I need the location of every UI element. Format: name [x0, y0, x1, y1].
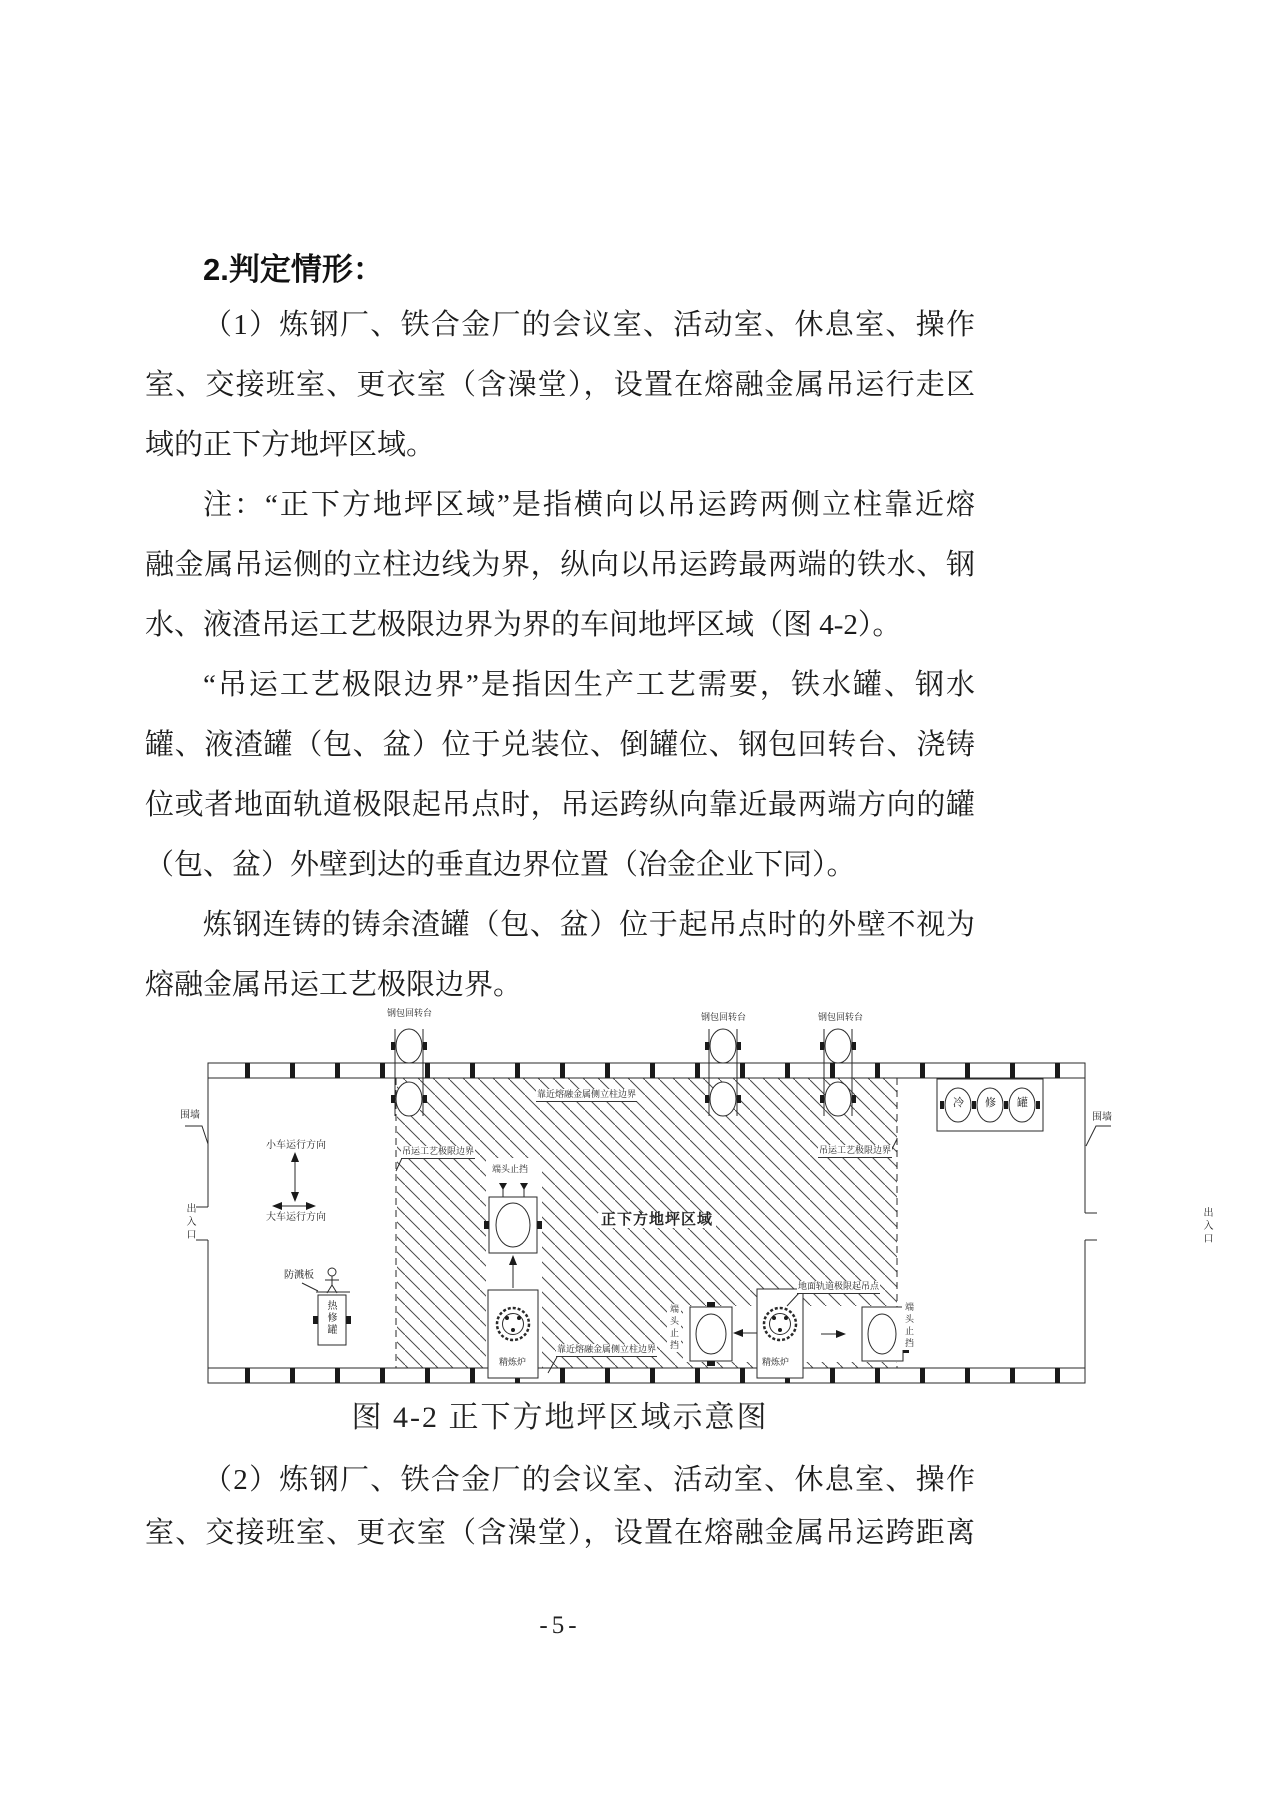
floor-area-label: 正下方地坪区域: [598, 1213, 716, 1228]
trolley-direction-label: 小车运行方向: [266, 1140, 326, 1151]
section-heading: 2.判定情形：: [203, 252, 384, 287]
body-line: （包、盆）外壁到达的垂直边界位置（冶金企业下同）。: [145, 849, 856, 881]
splash-guard-label: 防溅板: [284, 1270, 314, 1281]
worker-figure: [328, 1268, 336, 1276]
floor-plan-figure: [170, 1000, 1230, 1400]
process-limit-label: 吊运工艺极限边界: [818, 1145, 892, 1158]
body-line: 域的正下方地坪区域。: [145, 429, 436, 461]
figure-caption: 图 4-2 正下方地坪区域示意图: [351, 1401, 769, 1434]
refining-furnace-label: 精炼炉: [762, 1357, 790, 1367]
ladle-turret-label: 钢包回转台: [387, 1008, 433, 1018]
body-line: 室、交接班室、更衣室（含澡堂），设置在熔融金属吊运行走区: [145, 369, 975, 401]
body-line: （1）炼钢厂、铁合金厂的会议室、活动室、休息室、操作: [203, 309, 975, 341]
body-line: 位或者地面轨道极限起吊点时，吊运跨纵向靠近最两端方向的罐: [145, 789, 975, 821]
repair-char: 修: [985, 1097, 996, 1109]
process-limit-label: 吊运工艺极限边界: [401, 1146, 475, 1159]
body-line: 融金属吊运侧的立柱边线为界，纵向以吊运跨最两端的铁水、钢: [145, 549, 975, 581]
crane-direction-arrow: [272, 1202, 316, 1210]
right-wall: [1085, 1063, 1097, 1383]
body-line: 水、液渣吊运工艺极限边界为界的车间地坪区域（图 4-2）。: [145, 609, 902, 641]
end-stop-label: 端头止挡: [904, 1302, 914, 1350]
trolley-direction-arrow: [291, 1152, 299, 1202]
page-number: -5-: [539, 1612, 581, 1639]
ladle-turret-label: 钢包回转台: [701, 1012, 747, 1022]
ladle-turret-label: 钢包回转台: [818, 1012, 864, 1022]
near-column-boundary-label: 靠近熔融金属侧立柱边界: [556, 1344, 657, 1357]
refining-furnace-label: 精炼炉: [499, 1357, 527, 1367]
body-line: 室、交接班室、更衣室（含澡堂），设置在熔融金属吊运跨距离: [145, 1517, 975, 1549]
end-stop-label: 端头止挡: [492, 1164, 529, 1174]
near-column-boundary-label: 靠近熔融金属侧立柱边界: [536, 1089, 637, 1102]
body-line: 罐、液渣罐（包、盆）位于兑装位、倒罐位、钢包回转台、浇铸: [145, 729, 975, 761]
body-line: “吊运工艺极限边界”是指因生产工艺需要，铁水罐、钢水: [203, 669, 975, 701]
crane-direction-label: 大车运行方向: [266, 1212, 326, 1223]
cold-char: 冷: [953, 1097, 964, 1109]
fence-label: 围墙: [1092, 1112, 1112, 1123]
end-stop-label: 端头止挡: [669, 1304, 679, 1352]
entrance-label: 出入口: [184, 1203, 195, 1242]
fence-leader-left: [185, 1126, 208, 1144]
fence-leader-right: [1086, 1126, 1111, 1146]
body-line: 炼钢连铸的铸余渣罐（包、盆）位于起吊点时的外壁不视为: [203, 909, 975, 941]
fence-label: 围墙: [180, 1110, 200, 1121]
rail-lift-point-label: 地面轨道极限起吊点: [797, 1281, 880, 1294]
body-line: 熔融金属吊运工艺极限边界。: [145, 969, 523, 1001]
body-line: 注：“正下方地坪区域”是指横向以吊运跨两侧立柱靠近熔: [203, 489, 975, 521]
hot-repair-tank-label: 热修罐: [325, 1300, 336, 1336]
entrance-label: 出入口: [1201, 1207, 1212, 1246]
body-line: （2）炼钢厂、铁合金厂的会议室、活动室、休息室、操作: [203, 1464, 975, 1496]
tank-char: 罐: [1017, 1097, 1028, 1109]
